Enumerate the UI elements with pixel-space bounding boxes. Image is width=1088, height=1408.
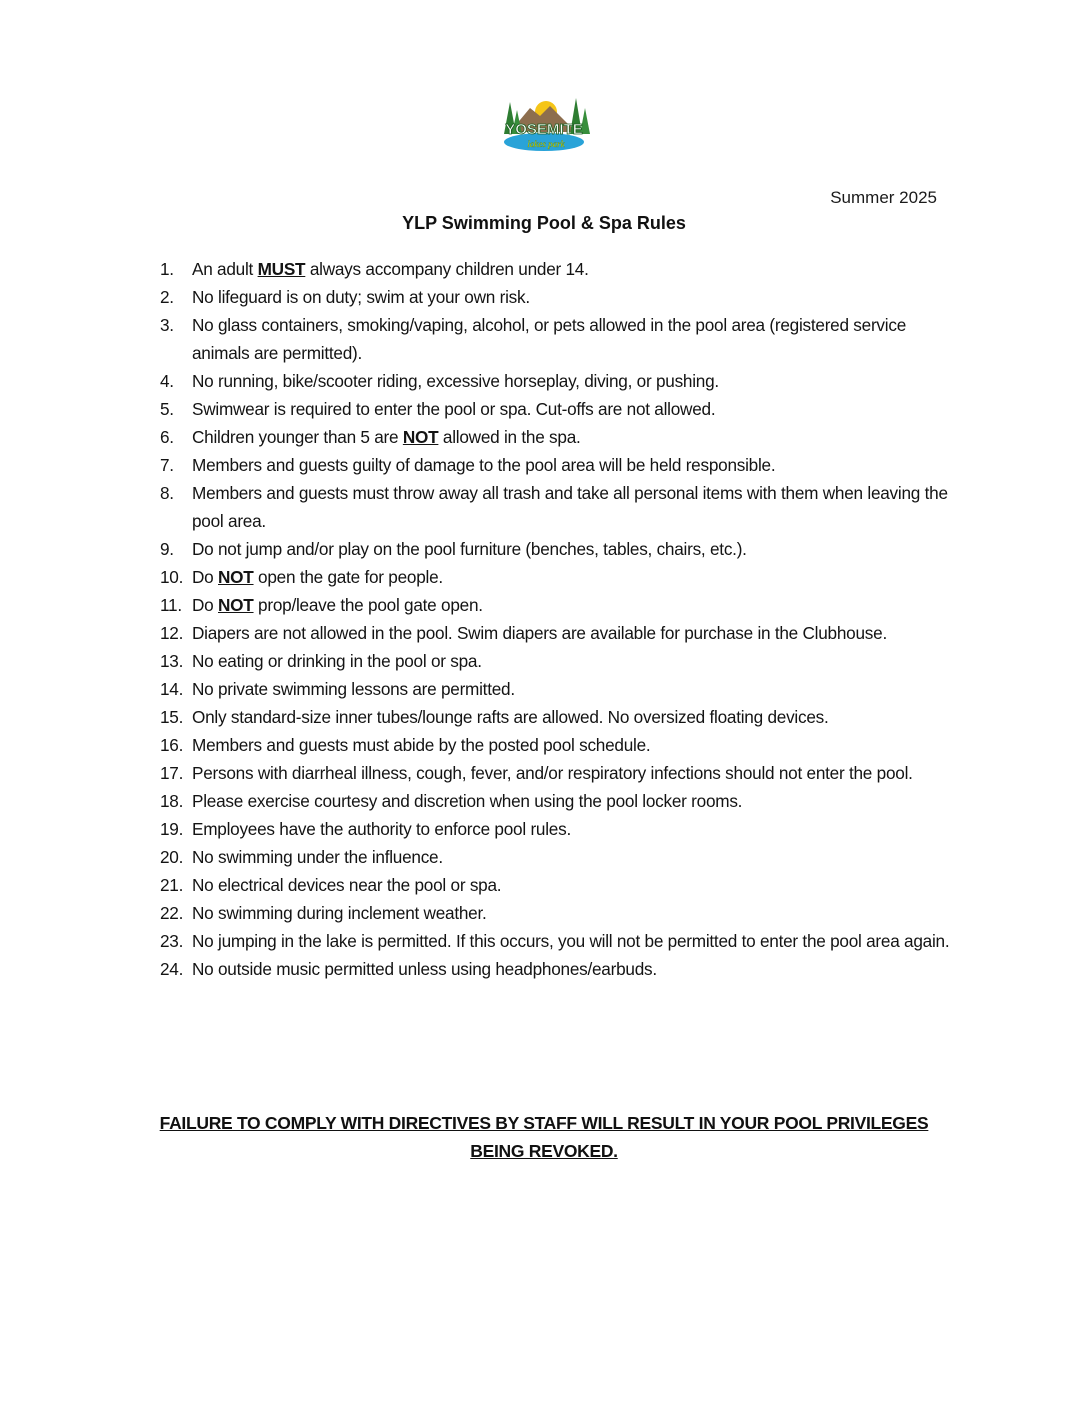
rule-number: 16. [160,735,184,755]
rule-text [192,819,571,839]
rule-text-segment: Persons with diarrheal illness, cough, fever, and/or respiratory infections should not enter the pool. [192,763,913,783]
rule-number: 14. [160,679,184,699]
rule-number: 6. [160,427,174,447]
rule-text [192,679,515,699]
rule-text-segment: allowed in the spa. [438,427,581,447]
rule-text-segment: No swimming under the influence. [192,847,443,867]
rule-text [192,707,829,727]
rule-text-segment: No electrical devices near the pool or spa. [192,875,502,895]
rule-text-segment: An adult [192,259,258,279]
rule-text [192,259,589,279]
rule-item [160,255,960,283]
rule-text-segment: Children younger than 5 are [192,427,403,447]
rule-text [192,623,887,643]
rule-text-segment: Do [192,567,218,587]
rule-item [160,619,960,647]
rule-item [160,563,960,591]
rule-text-segment: No lifeguard is on duty; swim at your own risk. [192,287,530,307]
rule-number: 20. [160,847,184,867]
rule-number: 5. [160,399,174,419]
rule-number: 19. [160,819,184,839]
logo-tagline: lakes park [527,139,565,149]
rule-number: 18. [160,791,184,811]
rule-text-segment: prop/leave the pool gate open. [253,595,483,615]
rule-text [192,903,487,923]
document-date: Summer 2025 [830,188,937,207]
rule-text-segment: Only standard-size inner tubes/lounge rafts are allowed. No oversized floating devices. [192,707,829,727]
rule-text-segment: Members and guests must throw away all trash and take all personal items with them when leaving the pool area. [192,483,948,531]
rule-text-segment: No running, bike/scooter riding, excessive horseplay, diving, or pushing. [192,371,719,391]
rule-number: 4. [160,371,174,391]
rule-text [192,399,715,419]
rule-text-segment: Do not jump and/or play on the pool furniture (benches, tables, chairs, etc.). [192,539,747,559]
rule-number: 3. [160,315,174,335]
rule-item [160,451,960,479]
rule-item [160,759,960,787]
rule-item [160,899,960,927]
rule-text-segment: always accompany children under 14. [305,259,589,279]
rule-text [192,567,443,587]
rule-number: 21. [160,875,184,895]
rule-text [192,931,949,951]
rule-text-segment: No jumping in the lake is permitted. If this occurs, you will not be permitted to enter the pool area again. [192,931,950,951]
rule-text [192,875,501,895]
rule-item [160,843,960,871]
page-title: YLP Swimming Pool & Spa Rules [402,213,686,233]
yosemite-lakes-park-logo [496,94,592,154]
rule-text [192,427,581,447]
rule-item [160,647,960,675]
rules-list [160,255,960,983]
rule-item [160,535,960,563]
rule-text-segment: open the gate for people. [253,567,443,587]
rule-text-segment: Please exercise courtesy and discretion when using the pool locker rooms. [192,791,743,811]
rule-item [160,311,960,367]
rule-item [160,731,960,759]
rule-number: 17. [160,763,184,783]
rule-number: 23. [160,931,184,951]
rule-item [160,675,960,703]
rule-text-segment: Members and guests must abide by the posted pool schedule. [192,735,651,755]
rule-number: 11. [160,595,182,615]
rule-item [160,815,960,843]
rule-text [192,287,530,307]
rule-number: 22. [160,903,184,923]
rule-text [192,791,742,811]
rule-text [192,315,906,363]
rule-number: 12. [160,623,184,643]
rule-text-segment: No private swimming lessons are permitted. [192,679,515,699]
rule-text [192,539,747,559]
rule-number: 24. [160,959,184,979]
rule-text-segment: Employees have the authority to enforce pool rules. [192,819,571,839]
rule-text [192,483,948,531]
rule-text-segment: Members and guests guilty of damage to the pool area will be held responsible. [192,455,776,475]
logo-name: YOSEMITE [505,121,583,138]
rule-number: 1. [160,259,174,279]
rule-number: 2. [160,287,174,307]
rule-text-segment: No outside music permitted unless using headphones/earbuds. [192,959,657,979]
rule-text [192,651,482,671]
rule-emphasis: NOT [402,427,439,447]
rule-number: 10. [160,567,184,587]
rule-number: 9. [160,539,174,559]
rule-item [160,703,960,731]
rule-text [192,455,775,475]
rule-item [160,591,960,619]
rule-text-segment: No glass containers, smoking/vaping, alcohol, or pets allowed in the pool area (registered service animals are permitted). [192,315,907,363]
rule-text [192,763,913,783]
rule-item [160,871,960,899]
compliance-notice: FAILURE TO COMPLY WITH DIRECTIVES BY STAFF WILL RESULT IN YOUR POOL PRIVILEGES BEING REVOKED. [159,1113,929,1161]
rule-emphasis: NOT [218,567,254,587]
rule-text-segment: Diapers are not allowed in the pool. Swim diapers are available for purchase in the Clubhouse. [192,623,887,643]
rule-item [160,479,960,535]
rule-number: 13. [160,651,184,671]
rule-text-segment: Swimwear is required to enter the pool or spa. Cut-offs are not allowed. [192,399,716,419]
rule-emphasis: MUST [257,259,306,279]
rule-text [192,371,719,391]
rule-number: 7. [160,455,174,475]
rule-number: 8. [160,483,174,503]
rule-number: 15. [160,707,184,727]
logo-graphic [496,94,592,154]
rule-item [160,927,960,955]
rule-text [192,595,483,615]
rule-text [192,847,443,867]
rule-item [160,787,960,815]
rule-text-segment: No eating or drinking in the pool or spa. [192,651,482,671]
rule-item [160,283,960,311]
rule-item [160,955,960,983]
rule-item [160,395,960,423]
rule-text [192,735,650,755]
rule-text-segment: Do [192,595,218,615]
rule-text-segment: No swimming during inclement weather. [192,903,487,923]
rule-item [160,423,960,451]
rule-text [192,959,657,979]
rule-emphasis: NOT [218,595,254,615]
rule-item [160,367,960,395]
